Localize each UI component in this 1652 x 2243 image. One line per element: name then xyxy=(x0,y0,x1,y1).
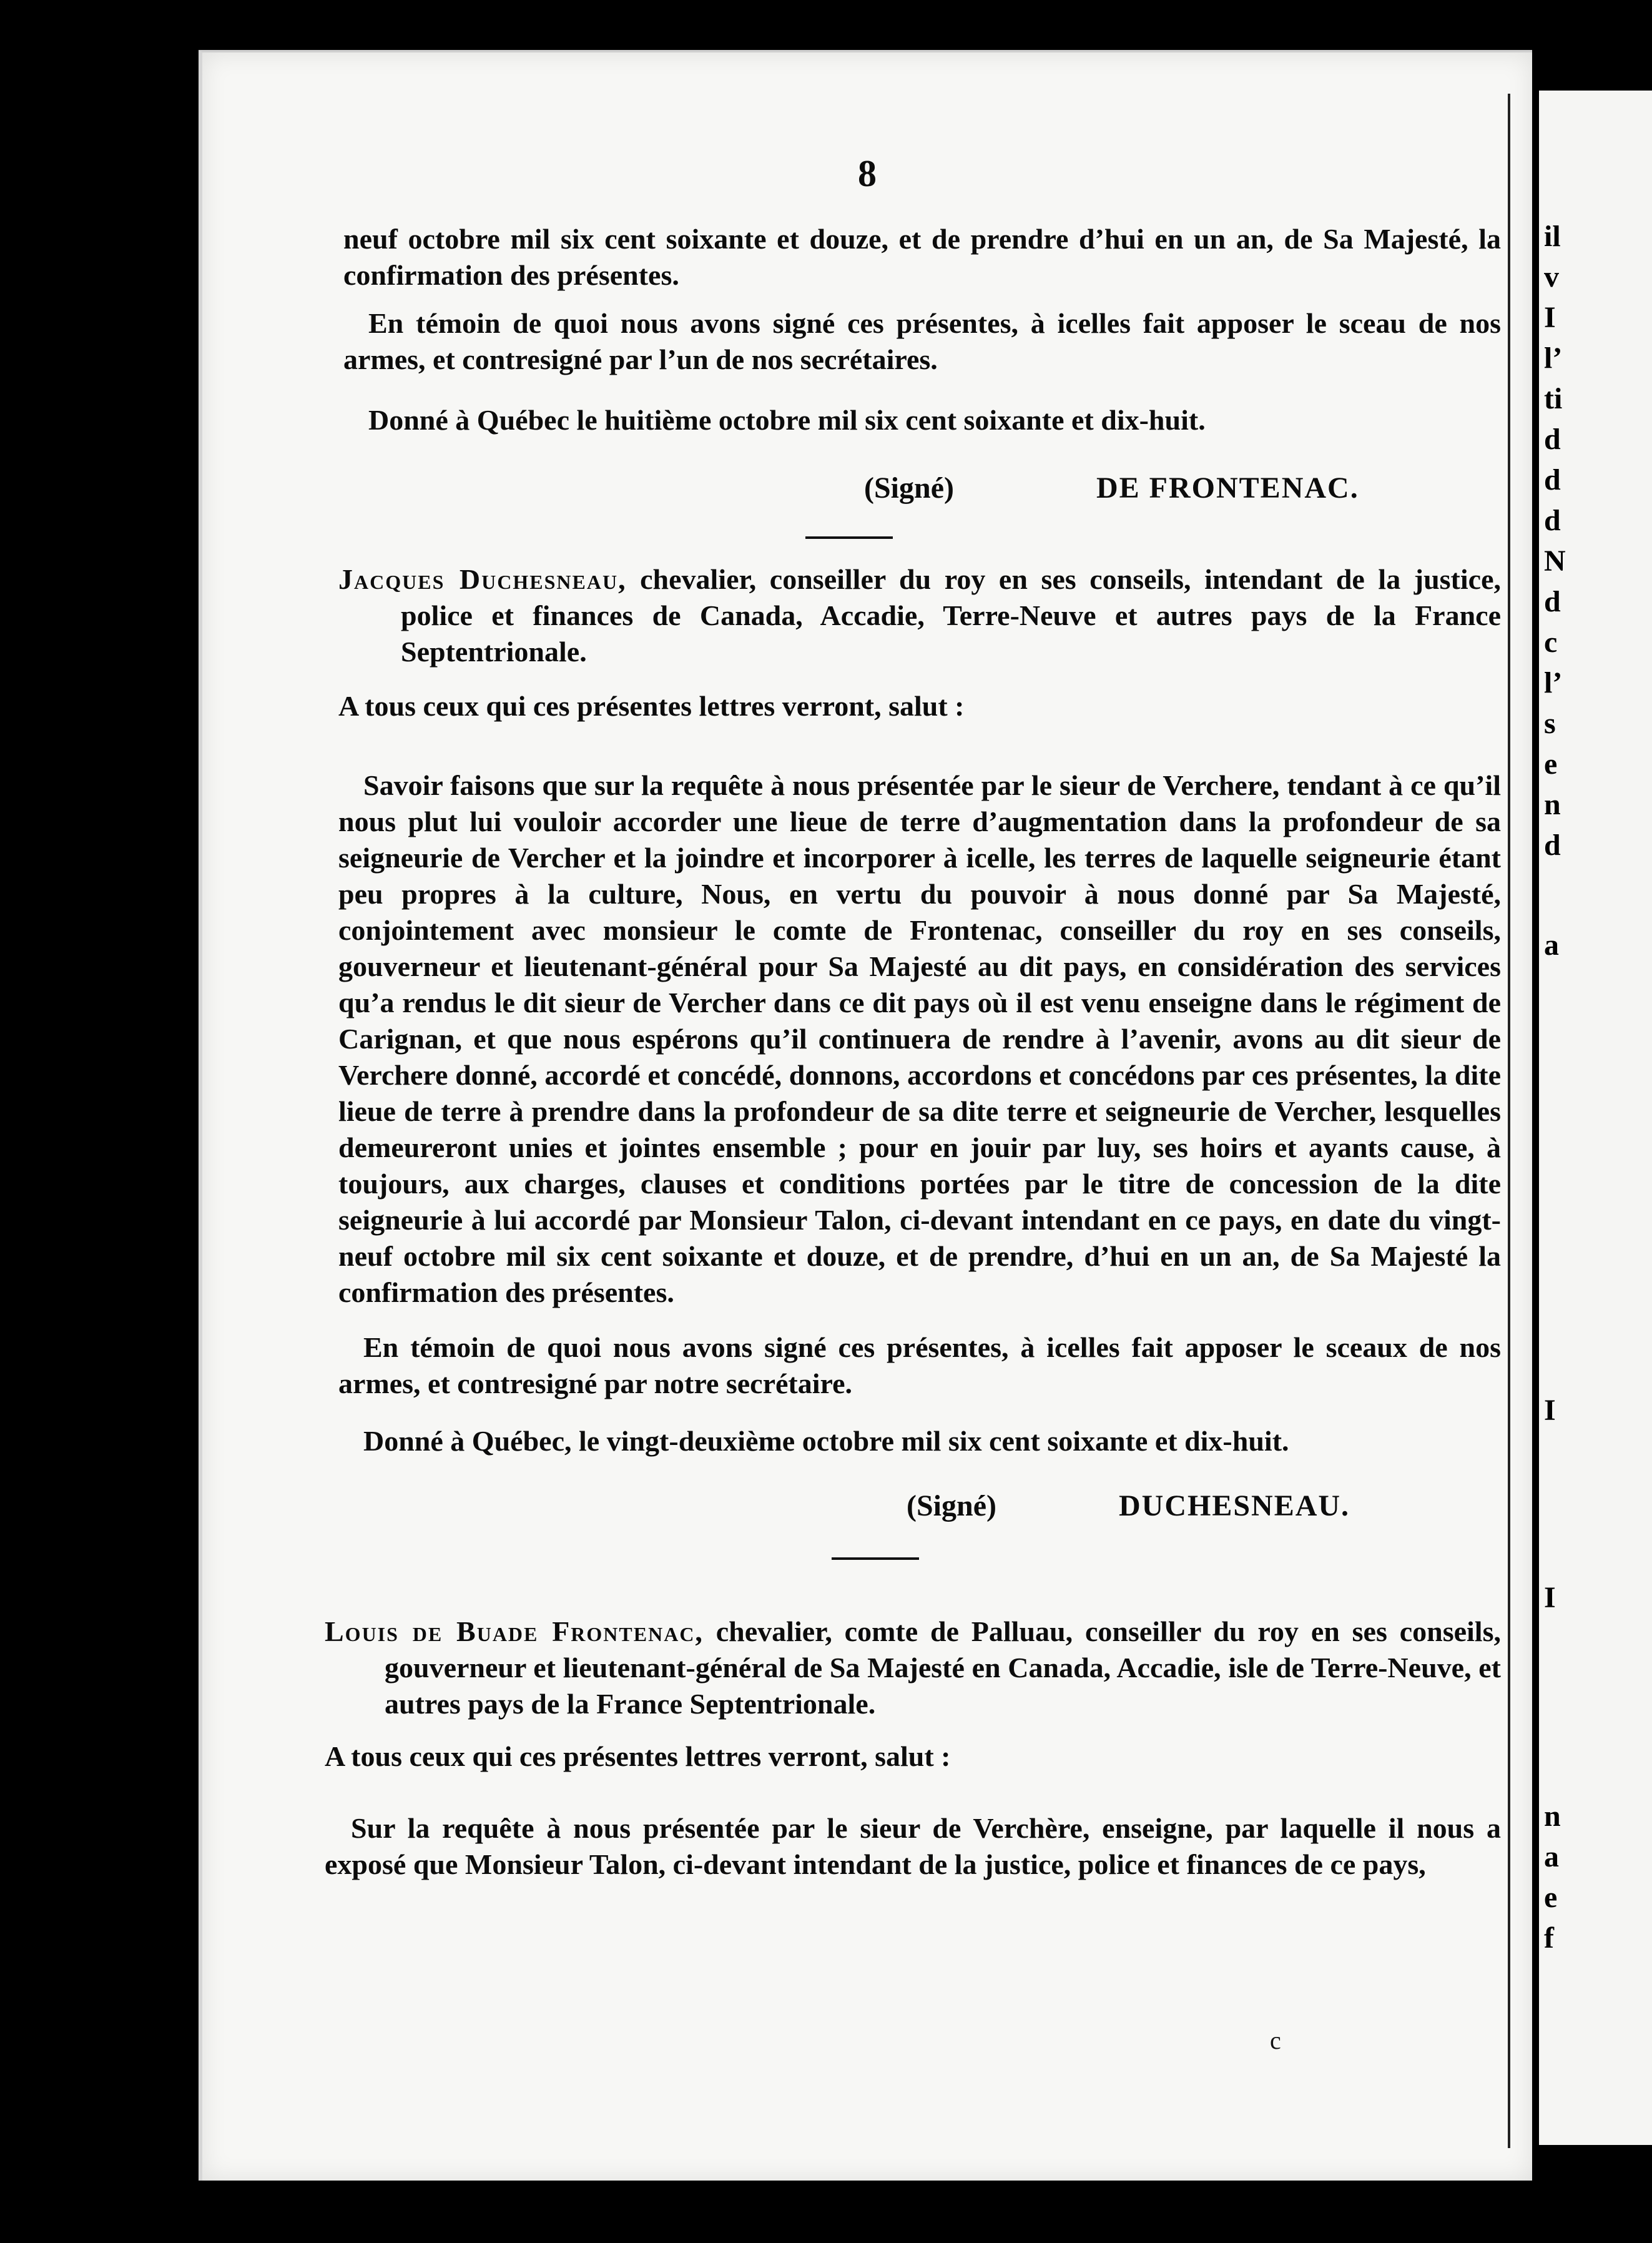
adjacent-page-letter: d xyxy=(1544,829,1561,862)
adjacent-page-letter: l’ xyxy=(1544,666,1563,699)
adjacent-page-letter: a xyxy=(1544,1840,1559,1873)
paragraph-temoin-duchesneau: En témoin de quoi nous avons signé ces présentes, à icelles fait apposer le sceaux de nos armes, et contresigné par notre secrétaire. xyxy=(338,1331,1501,1399)
adjacent-page-letter: a xyxy=(1544,929,1559,962)
adjacent-page-letter: l’ xyxy=(1544,342,1563,375)
salutation-duchesneau: A tous ceux qui ces présentes lettres verront, salut : xyxy=(338,690,965,722)
adjacent-page-letter: il xyxy=(1544,220,1561,253)
adjacent-page-letter: I xyxy=(1544,1581,1556,1614)
adjacent-page-letter: I xyxy=(1544,301,1556,334)
adjacent-page-letter: n xyxy=(1544,788,1561,821)
adjacent-page-letter: n xyxy=(1544,1800,1561,1833)
adjacent-page-letter: d xyxy=(1544,463,1561,496)
adjacent-page-letter: d xyxy=(1544,585,1561,618)
adjacent-page-letter: I xyxy=(1544,1394,1556,1427)
stray-mark: c xyxy=(1270,2026,1281,2054)
signature-duchesneau: DUCHESNEAU. xyxy=(1119,1489,1350,1522)
document-page xyxy=(199,50,1532,2181)
heading-frontenac xyxy=(325,1614,1501,1722)
paragraph-donne-frontenac: Donné à Québec le huitième octobre mil six cent soixante et dix-huit. xyxy=(368,404,1206,436)
paragraph-savoir-faisons: Savoir faisons que sur la requête à nous présentée par le sieur de Verchere, tendant à ce qu’il nous plut lui vouloir accorder une lieue de terre d’augmentation dans la profondeur de sa seigneurie de Vercher et la joindre et incorporer à icelle, les terres de laquelle seigneurie étant peu propres à la culture, Nous, en vertu du pouvoir à nous donné par Sa Majesté, conjointement avec monsieur le comte de Frontenac, conseiller du roy en ses conseils, gouverneur et lieutenant-général pour Sa Majesté au dit pays, en considération des services qu’a rendus le dit sieur de Vercher dans ce dit pays où il est venu enseigne dans le régiment de Carignan, et que nous espérons qu’il continuera de rendre à l’avenir, avons au dit sieur de Verchere donné, accordé et concédé, donnons, accordons et concédons par ces présentes, la dite lieue de terre à prendre dans la profondeur de sa dite terre et seigneurie de Vercher, lesquelles demeureront unies et jointes ensemble ; pour en jouir par luy, ses hoirs et ayants cause, à toujours, aux charges, clauses et conditions portées par le titre de concession de la dite seigneurie à lui accordé par Monsieur Talon, ci-devant intendant en ce pays, en date du vingt-neuf octobre mil six cent soixante et douze, et de prendre, d’hui en un an, de Sa Majesté la confirmation des présentes. xyxy=(338,769,1501,1308)
heading-duchesneau xyxy=(338,561,1501,670)
adjacent-page-letter: ti xyxy=(1544,382,1563,415)
signature-frontenac: DE FRONTENAC. xyxy=(1096,471,1359,505)
adjacent-page-edge xyxy=(1539,91,1652,2145)
paragraph-donne-duchesneau: Donné à Québec, le vingt-deuxième octobre mil six cent soixante et dix-huit. xyxy=(363,1425,1289,1457)
duchesneau-titles: chevalier, conseiller du roy en ses conseils, intendant de la justice, police et finances de Canada, Accadie, Terre-Neuve et autres pays de la France Septentrionale. xyxy=(401,563,1501,668)
signe-label: (Signé) xyxy=(864,471,954,505)
page-gutter-line xyxy=(1508,94,1510,2148)
separator-rule xyxy=(805,536,893,539)
paragraph-temoin-frontenac: En témoin de quoi nous avons signé ces présentes, à icelles fait apposer le sceau de nos armes, et contresigné par l’un de nos secrétaires. xyxy=(343,307,1501,375)
salutation-frontenac: A tous ceux qui ces présentes lettres verront, salut : xyxy=(325,1740,951,1772)
adjacent-page-letter: s xyxy=(1544,707,1556,740)
adjacent-page-letter: d xyxy=(1544,504,1561,537)
adjacent-page-letter: d xyxy=(1544,423,1561,456)
duchesneau-name: Jacques Duchesneau, xyxy=(338,563,627,595)
page-number: 8 xyxy=(858,153,877,194)
adjacent-page-letter: e xyxy=(1544,1881,1558,1914)
adjacent-page-letter: e xyxy=(1544,747,1558,781)
adjacent-page-letter: f xyxy=(1544,1921,1554,1955)
adjacent-page-letter: N xyxy=(1544,545,1566,578)
adjacent-page-letter: v xyxy=(1544,260,1559,293)
adjacent-page-letter: c xyxy=(1544,626,1558,659)
paragraph-requete: Sur la requête à nous présentée par le sieur de Verchère, enseigne, par laquelle il nous a exposé que Monsieur Talon, ci-devant intendant de la justice, police et finances de ce pays, xyxy=(325,1812,1501,1880)
frontenac-name: Louis de Buade Frontenac, xyxy=(325,1615,704,1647)
paragraph-continuation: neuf octobre mil six cent soixante et douze, et de prendre d’hui en un an, de Sa Majesté, la confirmation des présentes. xyxy=(343,223,1501,291)
signe-label: (Signé) xyxy=(907,1489,996,1522)
frontenac-titles: chevalier, comte de Palluau, conseiller du roy en ses conseils, gouverneur et lieutenant-général de Sa Majesté en Canada, Accadie, isle de Terre-Neuve, et autres pays de la France Septentrionale. xyxy=(385,1615,1501,1720)
separator-rule xyxy=(832,1557,919,1560)
